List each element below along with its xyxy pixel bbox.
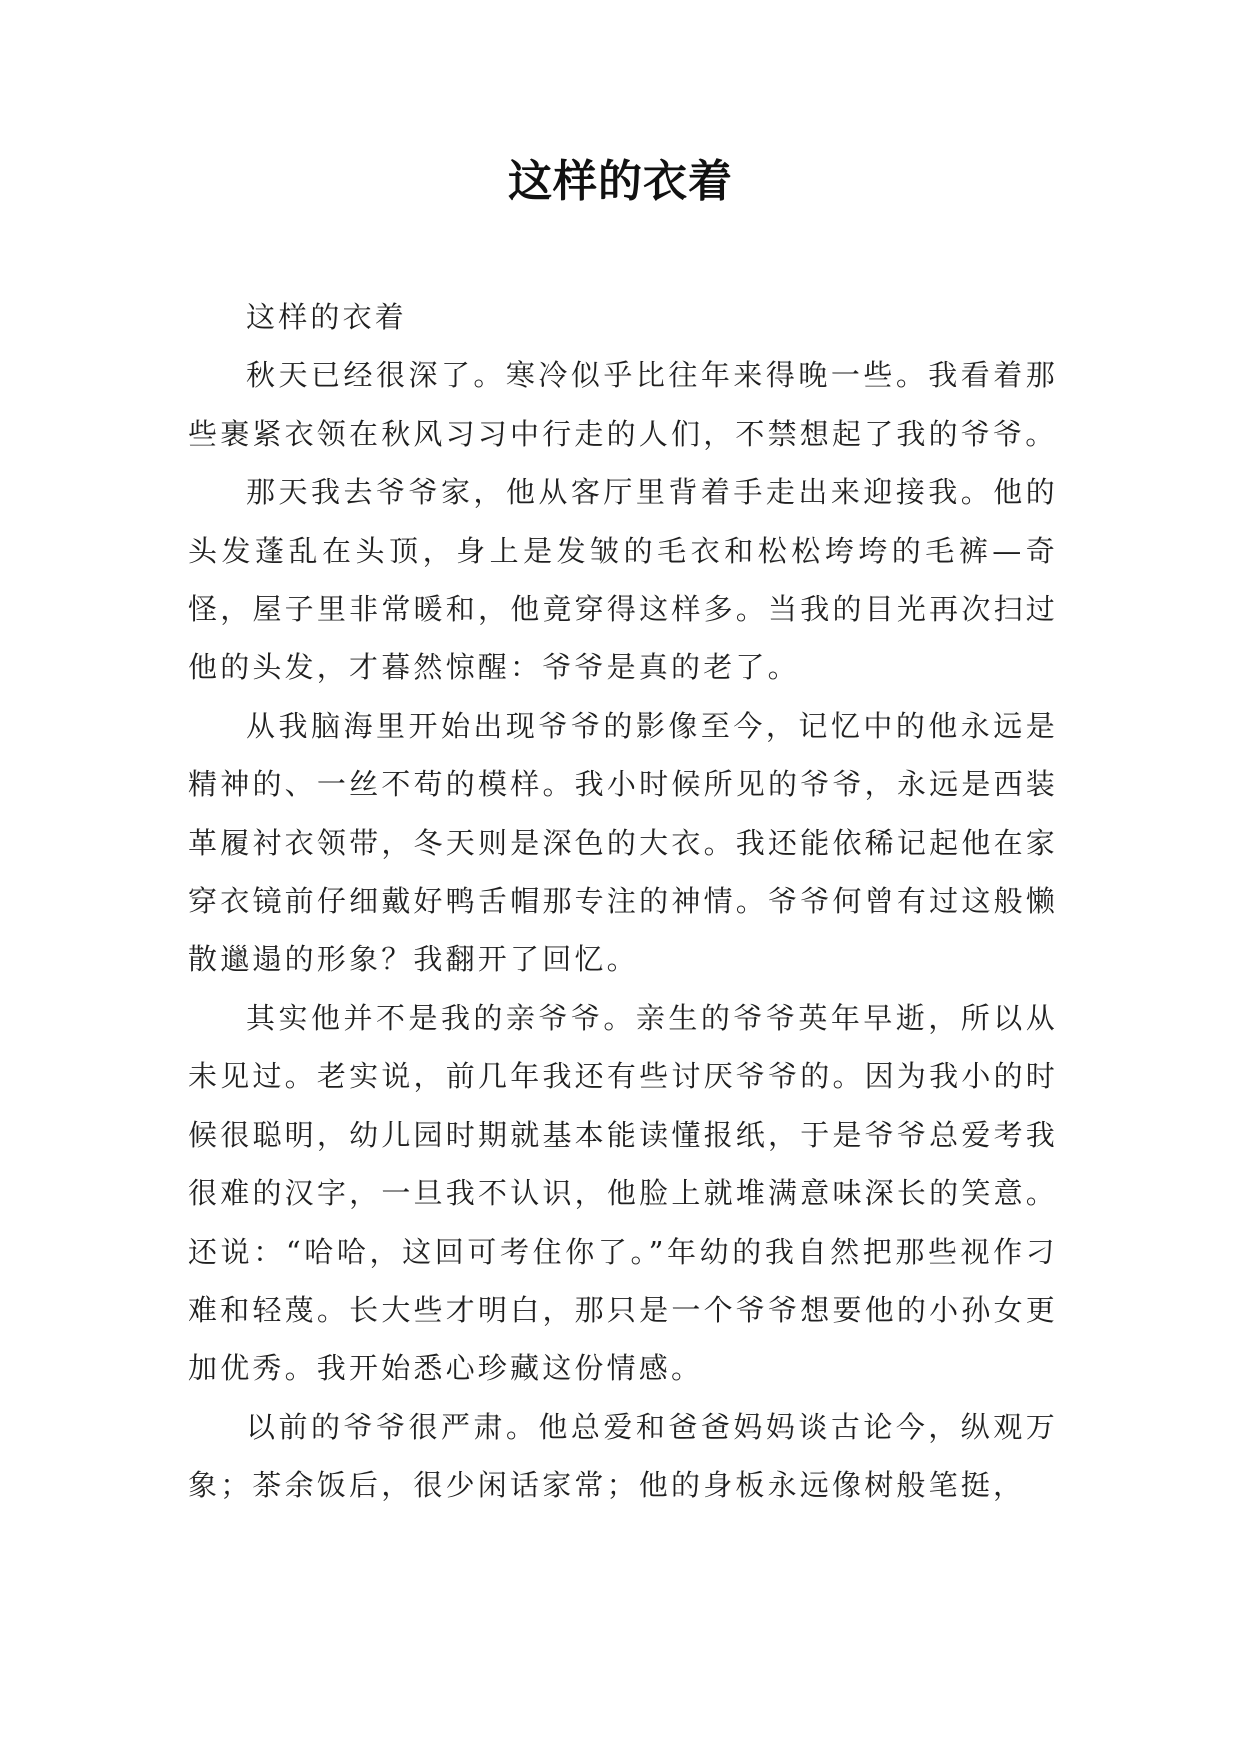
paragraph: 其实他并不是我的亲爷爷。亲生的爷爷英年早逝，所以从未见过。老实说，前几年我还有些讨厌爷爷的。因为我小的时候很聪明，幼儿园时期就基本能读懂报纸，于是爷爷总爱考我很难的汉字，一旦我不认识，他脸上就堆满意味深长的笑意。还说：“哈哈，这回可考住你了。”年幼的我自然把那些视作刁难和轻蔑。长大些才明白，那只是一个爷爷想要他的小孙女更加优秀。我开始悉心珍藏这份情感。 bbox=[188, 1000, 1058, 1386]
document-title: 这样的衣着 bbox=[508, 156, 733, 207]
paragraph-subheading: 这样的衣着 bbox=[246, 300, 408, 334]
paragraph: 那天我去爷爷家，他从客厅里背着手走出来迎接我。他的头发蓬乱在头顶，身上是发皱的毛衣和松松垮垮的毛裤—奇怪，屋子里非常暖和，他竟穿得这样多。当我的目光再次扫过他的头发，才暮然惊醒：爷爷是真的老了。 bbox=[188, 475, 1058, 685]
paragraph: 从我脑海里开始出现爷爷的影像至今，记忆中的他永远是精神的、一丝不苟的模样。我小时候所见的爷爷，永远是西装革履衬衣领带，冬天则是深色的大衣。我还能依稀记起他在家穿衣镜前仔细戴好鸭舌帽那专注的神情。爷爷何曾有过这般懒散邋遢的形象？我翻开了回忆。 bbox=[188, 708, 1058, 977]
paragraph: 以前的爷爷很严肃。他总爱和爸爸妈妈谈古论今，纵观万象；茶余饭后，很少闲话家常；他的身板永远像树般笔挺， bbox=[188, 1409, 1058, 1503]
paragraph: 秋天已经很深了。寒冷似乎比往年来得晚一些。我看着那些裹紧衣领在秋风习习中行走的人们，不禁想起了我的爷爷。 bbox=[188, 358, 1058, 451]
document-body bbox=[188, 288, 1058, 1515]
